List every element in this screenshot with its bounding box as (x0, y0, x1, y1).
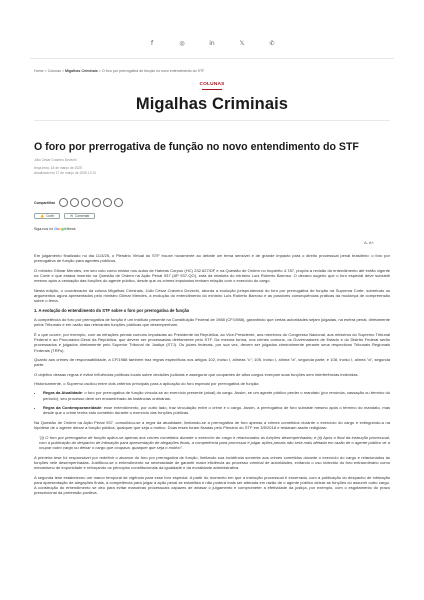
breadcrumb-current: O foro por prerrogativa de função no novo entendimento do STF (101, 69, 205, 73)
list-item: • Regra da Contemporaneidade: esse entendimento, por outro lado, traz vinculação entre o crime e o cargo. Assim, a prerrogativa de foro subsiste mesmo após o término do mandato, mas desde que o crime tenha sido cometido durante o exercício das funções públicas. (43, 405, 390, 416)
paragraph: Em julgamento finalizado no dia 11/3/25, o Plenário Virtual do STF trouxe novamente ao debate um tema sensível e de grande impacto para o direito processual penal brasileiro: o foro por prerrogativa de função para agentes públicos. (34, 253, 390, 264)
paragraph: A competência do foro por prerrogativa de função é um instituto presente na Constituição Federal de 1988 (CF/1988), garantindo que certas autoridades sejam julgadas, na esfera penal, diretamente pelos Tribunais e em razão das relevantes funções públicas que desempenham. (34, 317, 390, 328)
share-label: Compartilhar (34, 200, 56, 205)
breadcrumb-home[interactable]: Home (34, 69, 44, 73)
breadcrumb-column[interactable]: Migalhas Criminais (65, 69, 98, 73)
paragraph: Na Questão de Ordem na Ação Penal 937, consolidou-se a regra da atualidade, limitando-se a prerrogativa de foro apenas a crimes cometidos durante o exercício do cargo e extinguindo-a na hipótese de o agente deixar a função pública, qualquer que seja o motivo. Duas teses foram fixadas pelo Plenário do STF em 3/5/2018 e restaram assim redigidas: (34, 419, 390, 431)
section-label[interactable]: COLUNAS (199, 82, 225, 87)
share-circle-icon[interactable] (92, 198, 101, 207)
column-title[interactable]: Migalhas Criminais (135, 95, 289, 113)
share-circle-icon[interactable] (103, 198, 112, 207)
paragraph: A segunda tese estabeleceu um marco temporal de vigência para esse foro especial. A partir do momento em que a instrução processual é encerrada, com a publicação do despacho de intimação para apresentação de alegações finais, a competência para julgar a ação penal se estabiliza e não poderá mais ser alterada em razão de o agente público deixar as funções ou assumir outro cargo. A construção do entendimento se deu para evitar manobras processuais capazes de atrasar o julgamento e comprometer a efetividade da justiça, por exemplo, com o esgotamento do prazo prescricional da pretensão punitiva. (34, 474, 390, 496)
like-button[interactable]: 👍 Curtir (34, 213, 60, 219)
breadcrumb: Home > Colunas > Migalhas Criminais > O foro por prerrogativa de função no novo entendimento do STF (34, 69, 205, 73)
paragraph: A primeira tese foi responsável por redefinir o alcance do foro por prerrogativa de função, limitando sua incidência somente aos crimes cometidos durante o exercício do cargo e relacionados às funções nele desempenhadas. Justificou-se o entendimento na necessidade de garantir maior eficiência ao processo criminal de autoridades, evitando o uso indevido do foro extraordinário como mecanismo de impunidade e reforçando os princípios constitucionais da igualdade e da moralidade administrativa. (34, 454, 390, 471)
quote: "(i) O foro por prerrogativa de função aplica-se apenas aos crimes cometidos durante o exercício do cargo e relacionados às funções desempenhadas; e (ii) Após o final da instrução processual, com a publicação do despacho de intimação para apresentação de alegações finais, a competência para processar e julgar ações penais não será mais afetada em razão de o agente público vir a ocupar outro cargo ou deixar o cargo que ocupava, qualquer que seja o motivo". (39, 434, 390, 451)
breadcrumb-colunas[interactable]: Colunas (47, 69, 61, 73)
share-circle-icon[interactable] (59, 198, 68, 207)
share-circle-icon[interactable] (81, 198, 90, 207)
section-heading: 1. A evolução do entendimento do STF sobre o foro por prerrogativa de função (34, 307, 190, 313)
reaction-buttons (34, 213, 95, 219)
article-updated: Atualizado em 17 de março de 2025 12:12 (34, 171, 97, 175)
linkedin-icon[interactable]: in (209, 40, 215, 47)
share-row (34, 198, 123, 207)
comment-button[interactable]: ✉ Comentar (64, 213, 95, 219)
facebook-icon[interactable]: f (150, 40, 154, 47)
whatsapp-icon[interactable]: ✆ (269, 40, 275, 47)
list-item: • Regra da Atualidade: o foro por prerrogativa de função vincula-se ao exercício presente (atual) do cargo. Assim, se um agente público perder o mandato (por renúncia, cassação ou término do período), seu processo deve ser encaminhado às instâncias ordinárias. (43, 390, 390, 401)
x-icon[interactable]: 𝕏 (239, 40, 245, 47)
article-author[interactable]: Júlio César Craveiro Devechi (34, 158, 77, 162)
section-label-underline (202, 89, 222, 90)
top-divider (30, 58, 394, 59)
google-news-follow[interactable]: Siga-nos no GoogleNews (34, 227, 76, 231)
share-circle-icon[interactable] (114, 198, 123, 207)
font-size-controls[interactable]: A- A+ (364, 240, 374, 245)
comment-icon: ✉ (70, 214, 73, 218)
share-circle-icon[interactable] (70, 198, 79, 207)
paragraph: Nesta edição, o coordenador da coluna Migalhas Criminais, Júlio César Craveiro Devechi, aborda a evolução jurisprudencial do foro por prerrogativa de função na Suprema Corte, sobretudo os argumentos agora apresentados pelo ministro Gilmar Mendes, a evolução do entendimento do ministro Luís Roberto Barroso e as possíveis consequências práticas da mudança de compreensão sobre o tema. (34, 287, 390, 304)
article-body (34, 253, 390, 500)
article-date: terça-feira, 18 de março de 2025 (34, 166, 82, 170)
thumbs-up-icon: 👍 (40, 214, 45, 218)
paragraph: O objetivo dessas regras é evitar influências políticas locais sobre decisões judiciais e assegurar que ocupantes de altos cargos exerçam suas funções sem interferências indevidas. (34, 371, 359, 377)
article-title: O foro por prerrogativa de função no novo entendimento do STF (34, 141, 359, 153)
header-divider (34, 120, 390, 121)
paragraph: É o que ocorre, por exemplo, com as infrações penais comuns imputadas ao Presidente da República, ao Vice-Presidente, aos membros do Congresso Nacional, aos ministros do Supremo Tribunal Federal e ao Procurador-Geral da República, que devem ser processadas diretamente pelo STF. Da mesma forma, nos crimes comuns, os Governadores de Estado e do Distrito Federal serão processados e julgados diretamente pelo Superior Tribunal de Justiça (STJ). Os juízes federais, por sua vez, devem ser julgados criminalmente perante seus respectivos Tribunais Regionais Federais (TRFs). (34, 331, 390, 353)
paragraph: Historicamente, o Supremo oscilou entre dois critérios principais para a aplicação do foro especial por prerrogativa de função: (34, 381, 260, 387)
paragraph: Quanto aos crimes de responsabilidade, a CF/1988 também traz regras específicas nos artigos 102, inciso I, alíneas "c"; 105, inciso I, alínea "a", segunda parte; e 108, inciso I, alínea "a", segunda parte. (34, 357, 390, 368)
instagram-icon[interactable]: ◎ (179, 40, 185, 47)
criteria-list (43, 390, 390, 415)
paragraph: O ministro Gilmar Mendes, em seu voto como relator nos autos de Habeas Corpus (HC) 232.627/DF e na Questão de Ordem no Inquérito 4.787, propôs a revisão do entendimento até então vigente na Corte e que estava inserido na Questão de Ordem na Ação Penal 937 (AP 937-QO), esta da relatoria do ministro Luís Roberto Barroso. O decano sugeriu que o foro especial deve subsistir mesmo após a cessação das funções do agente público, desde que os crimes imputados tenham relação com o exercício do cargo. (34, 267, 390, 284)
social-share-bar (0, 40, 424, 47)
